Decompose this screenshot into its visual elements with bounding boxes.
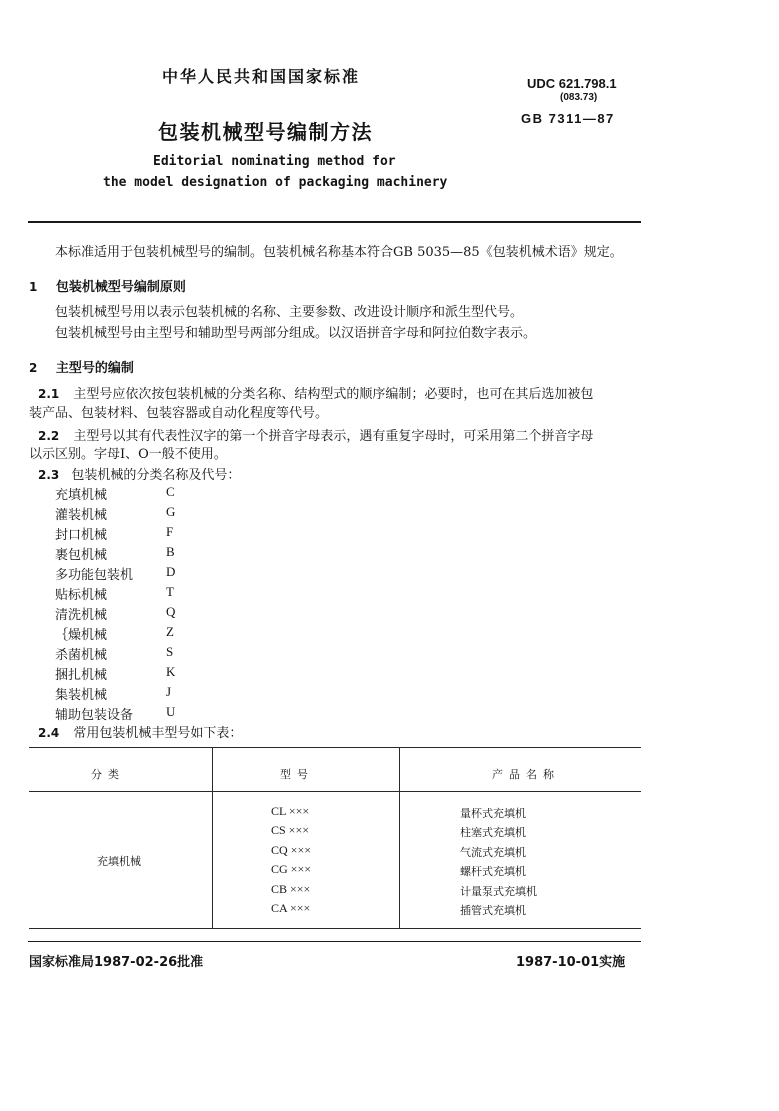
code-list-item-name: ｛燥机械 bbox=[55, 628, 108, 643]
section-1-heading bbox=[29, 276, 186, 295]
approval-date: 国家标准局1987-02-26批准 bbox=[29, 955, 204, 970]
table-category-cell: 充填机械 bbox=[97, 855, 141, 868]
clause-2-1-number: 2.1 bbox=[38, 387, 60, 401]
code-list-item-code: B bbox=[166, 544, 175, 559]
table-row-product-name: 插管式充填机 bbox=[460, 904, 526, 917]
clause-2-2-line-2: 以示区别。字母I、O一般不使用。 bbox=[29, 447, 227, 462]
udc-subcode: (083.73) bbox=[560, 92, 598, 103]
clause-2-2-line-1 bbox=[38, 427, 593, 446]
main-model-table bbox=[29, 747, 641, 929]
header-rule bbox=[28, 221, 641, 223]
table-row-model: CG ××× bbox=[271, 862, 311, 876]
code-list-item-code: J bbox=[166, 684, 172, 699]
table-row-model: CA ××× bbox=[271, 901, 311, 915]
footer-rule bbox=[28, 941, 641, 942]
code-list-item-name: 多功能包装机 bbox=[55, 568, 134, 583]
code-list-item-code: K bbox=[166, 664, 176, 679]
code-list-item-name: 充填机械 bbox=[55, 488, 108, 503]
code-list-item-code: G bbox=[166, 504, 176, 519]
code-list-item-name: 集装机械 bbox=[55, 688, 108, 703]
table-column-divider bbox=[212, 748, 213, 928]
gb-code: GB 7311—87 bbox=[521, 111, 615, 126]
table-row-model: CB ××× bbox=[271, 882, 311, 896]
code-list-item-name: 清洗机械 bbox=[55, 608, 108, 623]
code-list-item-name: 灌装机械 bbox=[55, 508, 108, 523]
clause-2-2-number: 2.2 bbox=[38, 429, 60, 443]
udc-code: UDC 621.798.1 bbox=[527, 76, 617, 91]
code-list-item-name: 裹包机械 bbox=[55, 548, 108, 563]
table-row-model: CL ××× bbox=[271, 804, 310, 818]
code-list-item-name: 贴标机械 bbox=[55, 588, 108, 603]
code-list-item-code: C bbox=[166, 484, 175, 499]
clause-2-4-number: 2.4 bbox=[38, 726, 60, 740]
section-1-number: 1 bbox=[29, 280, 38, 294]
clause-2-4 bbox=[38, 724, 242, 743]
section-1-title: 包装机械型号编制原则 bbox=[55, 280, 186, 295]
title-english-line-1: Editorial nominating method for bbox=[153, 154, 396, 169]
section-2-number: 2 bbox=[29, 361, 38, 375]
section-1-para-2: 包装机械型号由主型号和辅助型号两部分组成。以汉语拼音字母和阿拉伯数字表示。 bbox=[55, 326, 537, 341]
table-row-product-name: 气流式充填机 bbox=[460, 846, 526, 859]
clause-2-1-line-2: 装产品、包装材料、包装容器或自动化程度等代号。 bbox=[29, 406, 329, 421]
section-2-title: 主型号的编制 bbox=[55, 361, 134, 376]
code-list-item-name: 杀菌机械 bbox=[55, 648, 108, 663]
table-row-product-name: 计量泵式充填机 bbox=[460, 885, 537, 898]
section-1-para-1: 包装机械型号用以表示包装机械的名称、主要参数、改进设计顺序和派生型代号。 bbox=[55, 305, 524, 320]
code-list-item-code: U bbox=[166, 704, 176, 719]
table-header-model: 型号 bbox=[280, 768, 314, 781]
table-header-product-name: 产品名称 bbox=[492, 768, 560, 781]
table-header-rule bbox=[29, 791, 641, 792]
table-header-category: 分类 bbox=[91, 768, 125, 781]
table-row-model: CQ ××× bbox=[271, 843, 311, 857]
code-list-item-code: Q bbox=[166, 604, 176, 619]
standard-type: 中华人民共和国国家标准 bbox=[162, 67, 361, 86]
clause-2-3-number: 2.3 bbox=[38, 468, 60, 482]
code-list-item-name: 辅助包装设备 bbox=[55, 708, 134, 723]
clause-2-2-text-1: 主型号以其有代表性汉字的第一个拼音字母表示，遇有重复字母时，可采用第二个拼音字母 bbox=[73, 429, 594, 444]
title-chinese: 包装机械型号编制方法 bbox=[158, 120, 373, 144]
code-list-item-code: Z bbox=[166, 624, 174, 639]
table-row-product-name: 量杯式充填机 bbox=[460, 807, 526, 820]
section-2-heading bbox=[29, 357, 134, 376]
title-english-line-2: the model designation of packaging machinery bbox=[103, 175, 448, 190]
table-column-divider bbox=[399, 748, 400, 928]
clause-2-3-text: 包装机械的分类名称及代号： bbox=[71, 468, 241, 483]
table-row-product-name: 螺杆式充填机 bbox=[460, 865, 526, 878]
clause-2-1-line-1 bbox=[38, 385, 593, 404]
intro-paragraph: 本标准适用于包装机械型号的编制。包装机械名称基本符合GB 5035—85《包装机械术语》规定。 bbox=[55, 245, 623, 260]
code-list-item-name: 封口机械 bbox=[55, 528, 108, 543]
effective-date: 1987-10-01实施 bbox=[516, 955, 626, 970]
code-list-item-code: T bbox=[166, 584, 174, 599]
code-list-item-code: F bbox=[166, 524, 174, 539]
clause-2-3 bbox=[38, 466, 240, 485]
table-row-model: CS ××× bbox=[271, 823, 309, 837]
code-list-item-code: S bbox=[166, 644, 174, 659]
clause-2-1-text-1: 主型号应依次按包装机械的分类名称、结构型式的顺序编制；必要时，也可在其后选加被包 bbox=[73, 387, 594, 402]
code-list-item-code: D bbox=[166, 564, 176, 579]
table-row-product-name: 柱塞式充填机 bbox=[460, 826, 526, 839]
clause-2-4-text: 常用包装机械丰型号如下表： bbox=[73, 726, 243, 741]
code-list-item-name: 捆扎机械 bbox=[55, 668, 108, 683]
